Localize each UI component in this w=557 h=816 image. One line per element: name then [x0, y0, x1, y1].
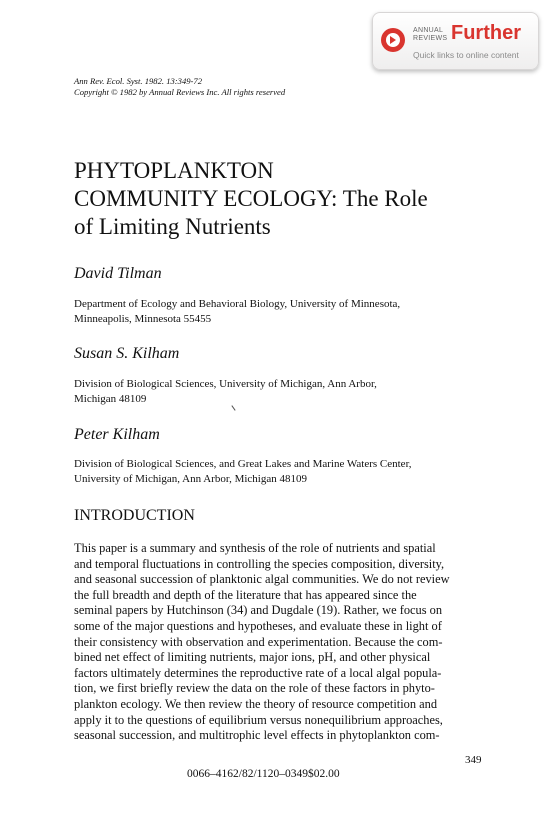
paragraph-line: tion, we first briefly review the data on the role of these factors in phyto- — [74, 681, 435, 696]
affiliation-line: Michigan 48109 — [74, 393, 147, 405]
paragraph-line: This paper is a summary and synthesis of the role of nutrients and spatial — [74, 541, 436, 555]
author-affiliation — [74, 457, 412, 487]
paragraph-line: their consistency with observation and experimentation. Because the com- — [74, 634, 443, 649]
badge-word: Further — [451, 22, 521, 44]
badge-subtitle: Quick links to online content — [413, 50, 519, 60]
page-number: 349 — [465, 754, 482, 766]
affiliation-line: Division of Biological Sciences, and Great Lakes and Marine Waters Center, — [74, 458, 412, 470]
paragraph-line: and temporal fluctuations in controlling the species composition, diversity, — [74, 556, 445, 571]
paragraph-line: some of the major questions and hypotheses, and evaluate these in light of — [74, 618, 442, 633]
title-line: of Limiting Nutrients — [74, 214, 271, 239]
author-name: David Tilman — [74, 265, 162, 282]
paragraph-line: seasonal succession, and multitrophic level effects in phytoplankton com- — [74, 728, 440, 743]
paragraph-line: apply it to the questions of equilibrium versus nonequilibrium approaches, — [74, 712, 443, 727]
copyright-line: Copyright © 1982 by Annual Reviews Inc. All rights reserved — [74, 87, 286, 97]
paragraph-line: plankton ecology. We then review the theory of resource competition and — [74, 696, 438, 711]
affiliation-line: University of Michigan, Ann Arbor, Michigan 48109 — [74, 473, 307, 485]
author-affiliation — [74, 297, 400, 327]
article-title — [74, 157, 428, 241]
paragraph-line: seminal papers by Hutchinson (34) and Dugdale (19). Rather, we focus on — [74, 603, 443, 618]
badge-brand-top: ANNUAL — [413, 27, 444, 34]
footer-code: 0066–4162/82/1120–0349$02.00 — [187, 768, 340, 780]
title-line: PHYTOPLANKTON — [74, 158, 274, 183]
author-name: Susan S. Kilham — [74, 345, 180, 362]
paragraph-line: and seasonal succession of planktonic algal communities. We do not review — [74, 572, 450, 587]
badge-brand-bottom: REVIEWS — [413, 35, 448, 42]
journal-citation: Ann Rev. Ecol. Syst. 1982. 13:349-72 — [74, 76, 202, 86]
affiliation-line: Department of Ecology and Behavioral Biology, University of Minnesota, — [74, 298, 401, 310]
play-icon — [381, 28, 405, 52]
introduction-paragraph — [74, 541, 483, 744]
title-line: COMMUNITY ECOLOGY: The Role — [74, 186, 428, 211]
author-affiliation — [74, 377, 377, 407]
paragraph-line: the full breadth and depth of the literature that has appeared since the — [74, 587, 417, 602]
paragraph-line: bined net effect of limiting nutrients, major ions, pH, and other physical — [74, 650, 431, 665]
author-name: Peter Kilham — [74, 426, 160, 443]
section-heading: INTRODUCTION — [74, 507, 195, 524]
paragraph-line: factors ultimately determines the reproductive rate of a local algal popula- — [74, 665, 442, 680]
further-badge-link[interactable] — [372, 12, 539, 70]
affiliation-line: Minneapolis, Minnesota 55455 — [74, 313, 212, 325]
affiliation-line: Division of Biological Sciences, University of Michigan, Ann Arbor, — [74, 378, 377, 390]
